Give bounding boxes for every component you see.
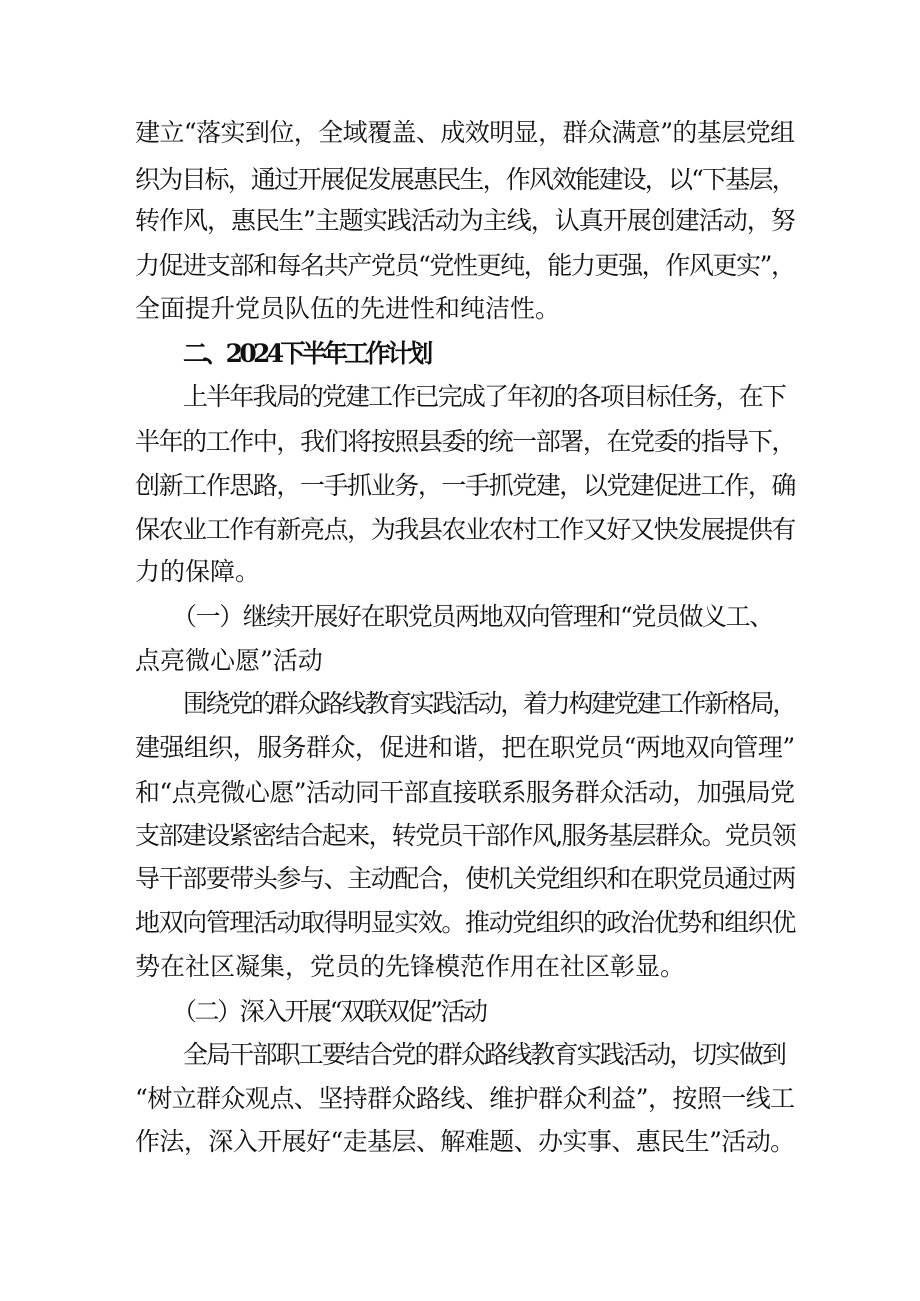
paragraph-line: 和“点亮微心愿”活动同干部直接联系服务群众活动，加强局党 xyxy=(135,778,795,807)
paragraph-line: 导干部要带头参与、主动配合，使机关党组织和在职党员通过两 xyxy=(135,864,796,893)
paragraph-line: 保农业工作有新亮点，为我县农业农村工作又好又快发展提供有 xyxy=(135,515,796,544)
paragraph-line: 势在社区凝集，党员的先锋模范作用在社区彰显。 xyxy=(135,952,686,981)
paragraph-line: 织为目标，通过开展促发展惠民生，作风效能建设，以“下基层， xyxy=(135,165,795,194)
paragraph-line: 建立“落实到位，全域覆盖、成效明显，群众满意”的基层党组 xyxy=(135,118,795,147)
section-heading: 二、2024下半年工作计划 xyxy=(183,339,430,368)
paragraph-line: 力的保障。 xyxy=(135,557,261,586)
paragraph-line: 转作风，惠民生”主题实践活动为主线，认真开展创建活动，努 xyxy=(135,206,795,235)
subheading-line: 点亮微心愿”活动 xyxy=(135,646,323,675)
subheading-line: （二）深入开展“双联双促”活动 xyxy=(172,997,486,1026)
paragraph-line: 力促进支部和每名共产党员“党性更纯，能力更强，作风更实”， xyxy=(135,251,795,280)
subheading-line: （一）继续开展好在职党员两地双向管理和“党员做义工、 xyxy=(172,602,773,631)
paragraph-line: 支部建设紧密结合起来，转党员干部作风,服务基层群众。党员领 xyxy=(135,821,795,850)
paragraph-line: 全局干部职工要结合党的群众路线教育实践活动，切实做到 xyxy=(183,1040,786,1069)
paragraph-line: 地双向管理活动取得明显实效。推动党组织的政治优势和组织优 xyxy=(135,908,796,937)
paragraph-line: 建强组织，服务群众，促进和谐，把在职党员“两地双向管理” xyxy=(135,733,795,762)
paragraph-line: 上半年我局的党建工作已完成了年初的各项目标任务，在下 xyxy=(183,382,786,411)
paragraph-line: 半年的工作中，我们将按照县委的统一部署，在党委的指导下， xyxy=(135,427,796,456)
paragraph-line: 作法，深入开展好“走基层、解难题、办实事、惠民生”活动。 xyxy=(135,1127,795,1156)
paragraph-line: 围绕党的群众路线教育实践活动，着力构建党建工作新格局， xyxy=(183,689,796,718)
paragraph-line: 全面提升党员队伍的先进性和纯洁性。 xyxy=(135,294,561,323)
paragraph-line: 创新工作思路，一手抓业务，一手抓党建，以党建促进工作，确 xyxy=(135,471,796,500)
paragraph-line: “树立群众观点、坚持群众路线、维护群众利益”，按照一线工 xyxy=(135,1084,795,1113)
